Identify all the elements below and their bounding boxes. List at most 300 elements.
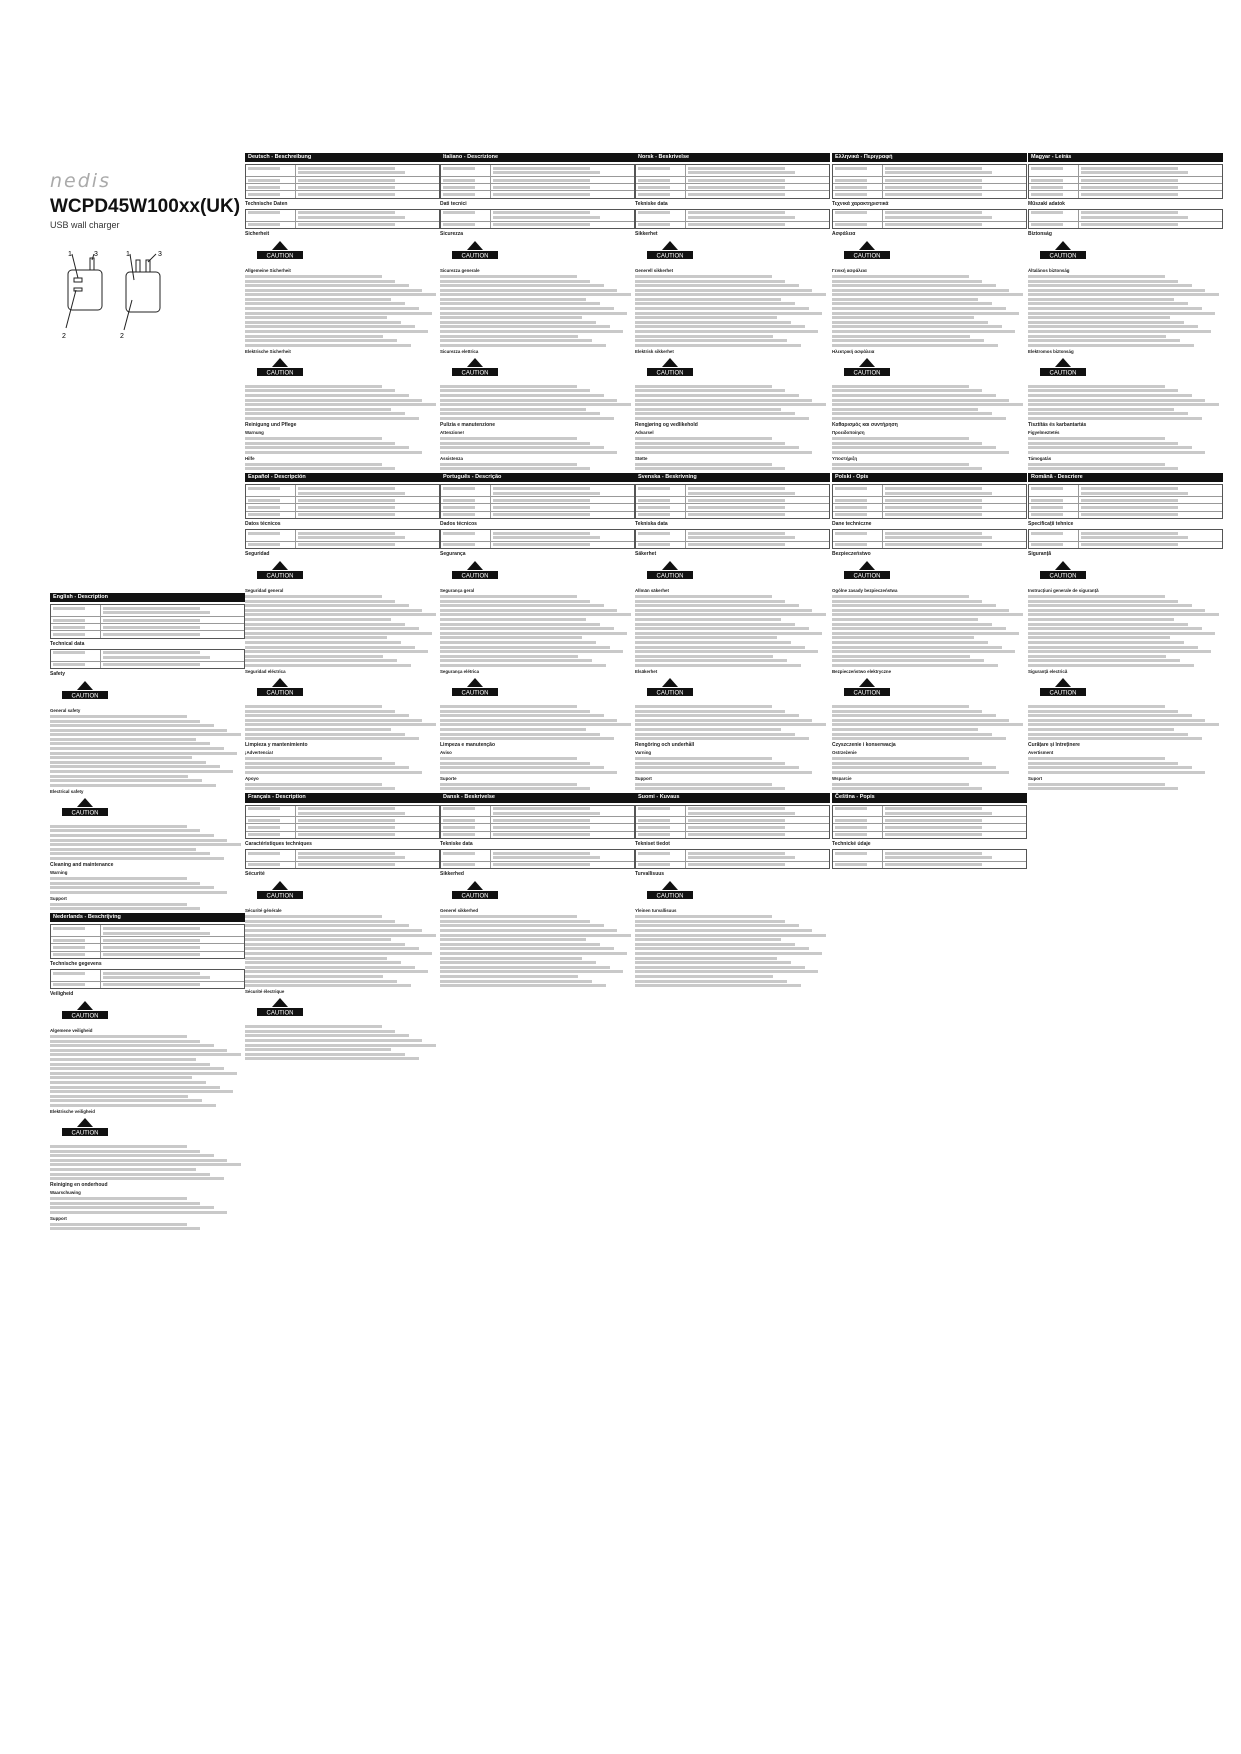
body-text: [1081, 167, 1220, 175]
table-row: [51, 970, 244, 982]
body-text: [245, 783, 440, 791]
section-heading: Ηλεκτρική ασφάλεια: [832, 348, 875, 354]
body-text: [248, 852, 293, 855]
body-text: [248, 543, 293, 546]
body-text: [440, 463, 635, 471]
body-text: [1028, 463, 1223, 471]
body-text: [688, 186, 827, 189]
table-row: [441, 832, 634, 838]
spec-table: [440, 164, 635, 198]
body-text: [638, 179, 683, 182]
product-subtitle: USB wall charger: [50, 220, 120, 230]
body-text: [298, 193, 437, 196]
spec-table: [440, 529, 635, 549]
caution-label: CAUTION: [71, 693, 99, 700]
table-row: [833, 850, 1026, 862]
body-text: [688, 833, 827, 836]
body-text: [1081, 211, 1220, 219]
body-text: [835, 223, 880, 226]
body-text: [835, 852, 880, 855]
spec-table: [635, 484, 830, 518]
table-row: [833, 824, 1026, 831]
spec-table: [832, 484, 1027, 518]
body-text: [1031, 193, 1076, 196]
body-text: [53, 939, 98, 942]
body-text: [248, 186, 293, 189]
body-text: [50, 1145, 245, 1180]
diagram-label: 3: [94, 251, 98, 258]
section-heading: Segurança: [440, 550, 466, 557]
caution-warning-icon: [1028, 357, 1098, 379]
body-text: [493, 513, 632, 516]
body-text: [638, 852, 683, 855]
body-text: [298, 506, 437, 509]
spec-table: [832, 164, 1027, 198]
table-row: [246, 497, 439, 504]
table-row: [51, 944, 244, 951]
caution-warning-icon: [635, 357, 705, 379]
section-heading: Suporte: [440, 775, 457, 781]
body-text: [1031, 499, 1076, 502]
body-text: [103, 927, 242, 935]
section-heading: Reiniging en onderhoud: [50, 1182, 108, 1189]
spec-table: [245, 805, 440, 839]
body-text: [248, 513, 293, 516]
body-text: [635, 437, 830, 454]
section-heading: Tisztítás és karbantartás: [1028, 421, 1087, 428]
caution-label: CAUTION: [266, 370, 294, 377]
body-text: [832, 463, 1027, 471]
body-text: [440, 783, 635, 791]
body-text: [245, 757, 440, 774]
section-heading: Υποστήριξη: [832, 455, 858, 461]
body-text: [688, 543, 827, 546]
body-text: [638, 223, 683, 226]
body-text: [493, 487, 632, 495]
diagram-label: 2: [62, 333, 66, 340]
body-text: [443, 513, 488, 516]
caution-warning-icon: [440, 677, 510, 699]
section-heading: Elektrische veiligheid: [50, 1108, 95, 1114]
table-row: [833, 210, 1026, 222]
brand-logo: nedis: [50, 170, 111, 192]
section-heading: Támogatás: [1028, 455, 1052, 461]
body-text: [50, 1223, 245, 1231]
table-row: [636, 862, 829, 868]
body-text: [885, 506, 1024, 509]
body-text: [103, 663, 242, 666]
body-text: [885, 179, 1024, 182]
body-text: [1028, 595, 1223, 667]
section-heading: Wsparcie: [832, 775, 852, 781]
body-text: [835, 499, 880, 502]
table-row: [51, 624, 244, 631]
section-heading: Algemene veiligheid: [50, 1028, 93, 1034]
section-heading: Varning: [635, 750, 652, 756]
section-heading: Tekniske data: [635, 200, 668, 207]
table-row: [833, 530, 1026, 542]
table-row: [441, 512, 634, 518]
body-text: [835, 211, 880, 214]
body-text: [1028, 437, 1223, 454]
caution-label: CAUTION: [461, 690, 489, 697]
body-text: [298, 532, 437, 540]
table-row: [1029, 504, 1222, 511]
body-text: [298, 543, 437, 546]
caution-warning-icon: [440, 560, 510, 582]
caution-warning-icon: [832, 560, 902, 582]
section-heading: Sicurezza generale: [440, 268, 480, 274]
spec-table: [635, 164, 830, 198]
section-heading: Avertisment: [1028, 750, 1054, 756]
body-text: [53, 633, 98, 636]
body-text: [1028, 385, 1223, 420]
caution-label: CAUTION: [853, 573, 881, 580]
body-text: [638, 487, 683, 490]
section-heading: Support: [635, 775, 652, 781]
caution-label: CAUTION: [656, 253, 684, 260]
section-heading: Technische gegevens: [50, 960, 102, 967]
table-row: [441, 497, 634, 504]
table-row: [441, 210, 634, 222]
table-row: [636, 497, 829, 504]
body-text: [688, 487, 827, 495]
body-text: [493, 819, 632, 822]
section-heading: Sécurité générale: [245, 908, 282, 914]
body-text: [885, 819, 1024, 822]
body-text: [493, 532, 632, 540]
section-heading: Dados técnicos: [440, 520, 477, 527]
body-text: [248, 833, 293, 836]
caution-warning-icon: [245, 997, 315, 1019]
table-row: [246, 817, 439, 824]
body-text: [635, 757, 830, 774]
body-text: [298, 863, 437, 866]
body-text: [1081, 179, 1220, 182]
body-text: [638, 532, 683, 535]
body-text: [53, 607, 98, 610]
table-row: [1029, 177, 1222, 184]
section-heading: Reinigung und Pflege: [245, 421, 297, 428]
section-heading: Elektromos biztonság: [1028, 348, 1074, 354]
body-text: [638, 193, 683, 196]
body-text: [688, 179, 827, 182]
body-text: [493, 863, 632, 866]
body-text: [493, 807, 632, 815]
table-row: [1029, 485, 1222, 497]
section-heading: Műszaki adatok: [1028, 200, 1065, 207]
table-row: [833, 191, 1026, 197]
body-text: [493, 852, 632, 860]
table-row: [441, 191, 634, 197]
language-section-title: Polski - Opis: [832, 473, 1027, 482]
caution-label: CAUTION: [656, 893, 684, 900]
section-heading: Technische Daten: [245, 200, 288, 207]
table-row: [441, 177, 634, 184]
spec-table: [635, 805, 830, 839]
spec-table: [245, 849, 440, 869]
body-text: [832, 783, 1027, 791]
table-row: [441, 862, 634, 868]
body-text: [53, 953, 98, 956]
body-text: [688, 532, 827, 540]
table-row: [51, 650, 244, 662]
table-row: [441, 184, 634, 191]
caution-label: CAUTION: [656, 690, 684, 697]
body-text: [1031, 532, 1076, 535]
table-row: [441, 817, 634, 824]
body-text: [688, 819, 827, 822]
caution-label: CAUTION: [853, 253, 881, 260]
body-text: [298, 167, 437, 175]
section-heading: Attenzione!: [440, 430, 464, 436]
caution-warning-icon: [245, 677, 315, 699]
table-row: [636, 530, 829, 542]
table-row: [246, 806, 439, 818]
section-heading: Ostrzeżenie: [832, 750, 857, 756]
table-row: [51, 952, 244, 958]
body-text: [635, 275, 830, 347]
section-heading: Turvallisuus: [635, 871, 665, 878]
body-text: [885, 807, 1024, 815]
body-text: [1081, 186, 1220, 189]
spec-table: [245, 164, 440, 198]
body-text: [248, 826, 293, 829]
body-text: [443, 807, 488, 810]
language-section-title: Română - Descriere: [1028, 473, 1223, 482]
body-text: [493, 826, 632, 829]
body-text: [688, 506, 827, 509]
body-text: [248, 487, 293, 490]
body-text: [835, 193, 880, 196]
body-text: [298, 186, 437, 189]
body-text: [440, 275, 635, 347]
body-text: [835, 819, 880, 822]
section-heading: Veiligheid: [50, 990, 74, 997]
spec-table: [1028, 484, 1223, 518]
spec-table: [50, 649, 245, 669]
body-text: [50, 715, 245, 787]
body-text: [248, 223, 293, 226]
body-text: [245, 595, 440, 667]
body-text: [245, 1025, 440, 1060]
caution-label: CAUTION: [461, 253, 489, 260]
body-text: [443, 863, 488, 866]
spec-table: [832, 209, 1027, 229]
body-text: [832, 757, 1027, 774]
table-row: [1029, 512, 1222, 518]
section-heading: Γενική ασφάλεια: [832, 268, 867, 274]
body-text: [835, 186, 880, 189]
caution-label: CAUTION: [853, 370, 881, 377]
spec-table: [440, 484, 635, 518]
body-text: [443, 506, 488, 509]
body-text: [638, 826, 683, 829]
caution-label: CAUTION: [1049, 573, 1077, 580]
body-text: [298, 487, 437, 495]
body-text: [688, 852, 827, 860]
body-text: [248, 211, 293, 214]
section-heading: Warning: [50, 870, 68, 876]
body-text: [1081, 506, 1220, 509]
body-text: [635, 463, 830, 471]
body-text: [638, 819, 683, 822]
body-text: [440, 595, 635, 667]
section-heading: Specificații tehnice: [1028, 520, 1074, 527]
body-text: [298, 223, 437, 226]
table-row: [51, 937, 244, 944]
body-text: [440, 757, 635, 774]
body-text: [885, 863, 1024, 866]
body-text: [1081, 223, 1220, 226]
body-text: [1081, 532, 1220, 540]
body-text: [248, 499, 293, 502]
section-heading: Advarsel: [635, 430, 654, 436]
spec-table: [245, 209, 440, 229]
caution-label: CAUTION: [71, 810, 99, 817]
body-text: [835, 487, 880, 490]
table-row: [833, 504, 1026, 511]
table-row: [833, 165, 1026, 177]
body-text: [493, 179, 632, 182]
table-row: [246, 832, 439, 838]
body-text: [103, 633, 242, 636]
section-heading: Datos técnicos: [245, 520, 281, 527]
caution-warning-icon: [1028, 240, 1098, 262]
table-row: [833, 542, 1026, 548]
body-text: [103, 607, 242, 615]
table-row: [636, 806, 829, 818]
diagram-label: 1: [68, 251, 72, 258]
section-heading: Ogólne zasady bezpieczeństwa: [832, 588, 898, 594]
table-row: [636, 210, 829, 222]
language-section-title: Português - Descrição: [440, 473, 635, 482]
table-row: [441, 806, 634, 818]
body-text: [638, 863, 683, 866]
spec-table: [50, 969, 245, 989]
column-2: [245, 150, 440, 1062]
body-text: [443, 193, 488, 196]
column-6: [1028, 150, 1223, 792]
section-heading: Bezpieczeństwo: [832, 550, 871, 557]
section-heading: Sikkerhet: [635, 230, 658, 237]
section-heading: Προειδοποίηση: [832, 430, 865, 436]
section-heading: Assistenza: [440, 455, 463, 461]
body-text: [245, 705, 440, 740]
body-text: [835, 543, 880, 546]
body-text: [53, 927, 98, 930]
section-heading: Sicurezza: [440, 230, 464, 237]
table-row: [636, 191, 829, 197]
spec-table: [635, 529, 830, 549]
table-row: [636, 850, 829, 862]
section-heading: Sicherheit: [245, 230, 270, 237]
body-text: [443, 167, 488, 170]
body-text: [298, 499, 437, 502]
table-row: [1029, 184, 1222, 191]
caution-warning-icon: [440, 880, 510, 902]
spec-table: [832, 529, 1027, 549]
body-text: [443, 833, 488, 836]
caution-label: CAUTION: [266, 1010, 294, 1017]
body-text: [635, 385, 830, 420]
section-heading: Figyelmeztetés: [1028, 430, 1060, 436]
table-row: [636, 542, 829, 548]
section-heading: Instrucțiuni generale de siguranță: [1028, 588, 1099, 594]
body-text: [635, 915, 830, 987]
body-text: [248, 807, 293, 810]
body-text: [1031, 211, 1076, 214]
body-text: [832, 385, 1027, 420]
caution-label: CAUTION: [461, 573, 489, 580]
spec-table: [1028, 209, 1223, 229]
body-text: [638, 211, 683, 214]
section-heading: Säkerhet: [635, 550, 657, 557]
table-row: [636, 824, 829, 831]
section-heading: ¡Advertencia!: [245, 750, 274, 756]
section-heading: Rengöring och underhåll: [635, 742, 695, 749]
body-text: [443, 543, 488, 546]
table-row: [636, 177, 829, 184]
charger-side-view: [124, 254, 160, 330]
table-row: [51, 631, 244, 637]
section-heading: Siguranță: [1028, 550, 1052, 557]
body-text: [443, 499, 488, 502]
section-heading: Warnung: [245, 430, 264, 436]
column-1: [50, 590, 245, 1232]
spec-table: [832, 805, 1027, 839]
column-5: [832, 150, 1027, 871]
language-section-title: Čeština - Popis: [832, 793, 1027, 802]
body-text: [493, 506, 632, 509]
section-heading: Technical data: [50, 640, 85, 647]
body-text: [885, 186, 1024, 189]
section-heading: General safety: [50, 708, 81, 714]
body-text: [298, 179, 437, 182]
body-text: [103, 972, 242, 980]
section-heading: Sécurité électrique: [245, 989, 285, 995]
body-text: [1031, 167, 1076, 170]
body-text: [245, 915, 440, 987]
body-text: [835, 826, 880, 829]
table-row: [441, 485, 634, 497]
body-text: [885, 513, 1024, 516]
spec-table: [440, 209, 635, 229]
body-text: [493, 543, 632, 546]
spec-table: [635, 209, 830, 229]
section-heading: Segurança elétrica: [440, 668, 480, 674]
body-text: [638, 543, 683, 546]
table-row: [441, 530, 634, 542]
body-text: [245, 463, 440, 471]
section-heading: Τεχνικά χαρακτηριστικά: [832, 200, 889, 207]
language-section-title: Svenska - Beskrivning: [635, 473, 830, 482]
body-text: [835, 532, 880, 535]
section-heading: Dati tecnici: [440, 200, 467, 207]
section-heading: Hilfe: [245, 455, 255, 461]
body-text: [835, 807, 880, 810]
language-section-title: Español - Descripción: [245, 473, 440, 482]
caution-warning-icon: [635, 560, 705, 582]
table-row: [636, 832, 829, 838]
body-text: [688, 223, 827, 226]
spec-table: [245, 484, 440, 518]
caution-label: CAUTION: [266, 253, 294, 260]
caution-warning-icon: [1028, 677, 1098, 699]
body-text: [103, 651, 242, 659]
table-row: [1029, 165, 1222, 177]
caution-warning-icon: [832, 677, 902, 699]
